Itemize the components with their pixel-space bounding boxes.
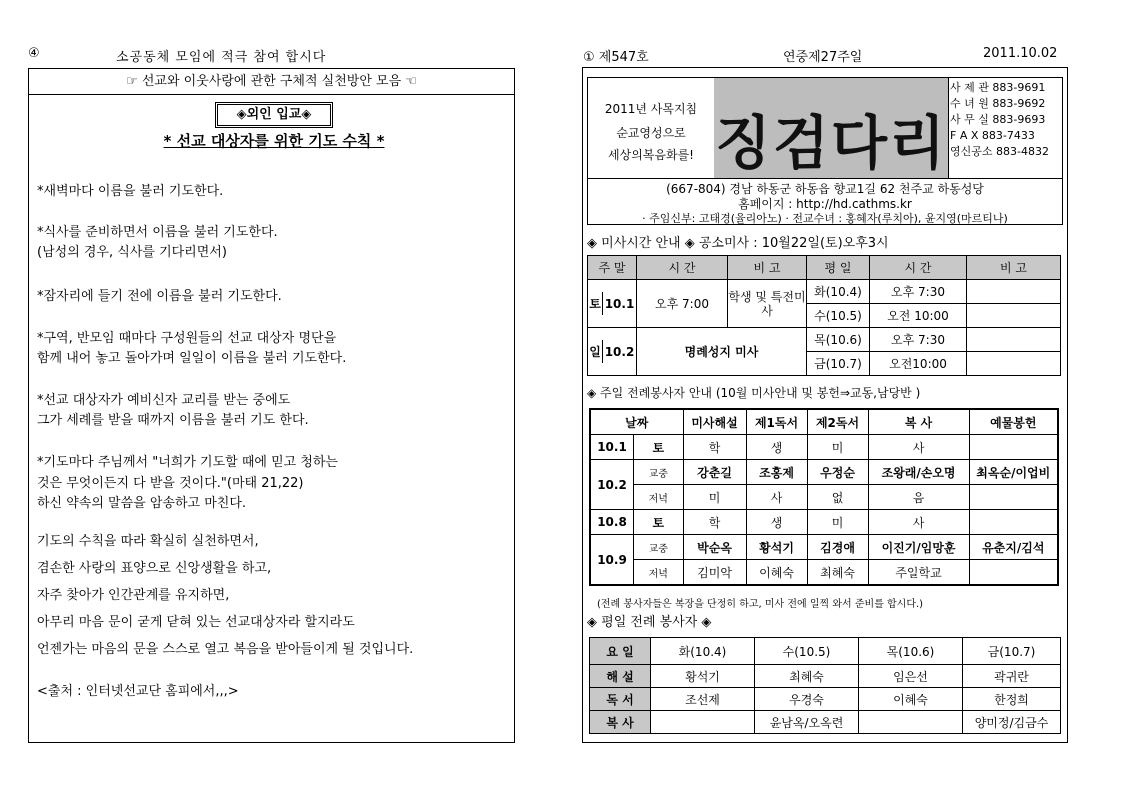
service-cell: 사 — [746, 485, 807, 510]
table-header: 제1독서 — [746, 409, 807, 435]
sun-row-label — [588, 328, 637, 376]
service-cell: 주일학교 — [868, 560, 969, 586]
table-header: 복 사 — [868, 409, 969, 435]
motto-line-1: 순교영성으로 — [616, 126, 686, 140]
weekday-note — [967, 280, 1061, 304]
table-header: 금(10.7) — [963, 638, 1061, 665]
service-cell: 미 — [683, 485, 746, 510]
left-page-header — [28, 44, 516, 66]
closing-line: 기도의 수칙을 따라 확실히 실천하면서, — [37, 534, 259, 549]
sun-day: 일 — [588, 340, 603, 363]
masthead — [587, 77, 1063, 225]
contact-item: 사 제 관 883-9691 — [950, 81, 1046, 94]
service-cell: 학 — [683, 510, 746, 535]
service-cell: 사 — [868, 510, 969, 535]
motto-year: 2011년 사목지침 — [604, 102, 698, 116]
sat-row-label — [588, 280, 637, 328]
service-cell: 이혜숙 — [746, 560, 807, 586]
service-cell: 조홍제 — [746, 460, 807, 485]
weekday-note — [967, 304, 1061, 328]
table-header: 시 간 — [870, 256, 967, 280]
weekday-note — [967, 352, 1061, 376]
contact-item: 수 녀 원 883-9692 — [950, 97, 1046, 110]
table-header: 수(10.5) — [755, 638, 859, 665]
service-cell: 김경애 — [807, 535, 868, 560]
weekday-cell: 양미정/김금수 — [963, 711, 1061, 734]
left-page-number: ④ — [28, 46, 40, 61]
closing-line: 겸손한 사랑의 표양으로 신앙생활을 하고, — [37, 561, 272, 576]
table-row — [590, 560, 1058, 586]
service-section-title: ◈ 주일 전례봉사자 안내 (10월 미사안내 및 봉헌⇒교동,남당반 ) — [587, 386, 921, 400]
service-cell: 생 — [746, 510, 807, 535]
weekday-cell: 우경숙 — [755, 688, 859, 711]
sat-time: 오후 7:00 — [637, 280, 728, 328]
service-date: 10.2 — [590, 460, 634, 510]
left-page-frame — [28, 68, 515, 743]
table-header: 요 일 — [590, 638, 651, 665]
rule-line: 함께 내어 놓고 돌아가며 일일이 이름을 불러 기도한다. — [37, 351, 347, 366]
service-note: (전례 봉사자들은 복장을 단정히 하고, 미사 전에 일찍 와서 준비를 합시다.) — [597, 599, 924, 610]
table-header: 화(10.4) — [651, 638, 755, 665]
table-header: 시 간 — [637, 256, 728, 280]
sat-day: 토 — [588, 292, 603, 315]
service-cell: 조왕래/손오명 — [868, 460, 969, 485]
sunday-servers-table — [589, 408, 1059, 586]
contact-item: 영신공소 883-4832 — [950, 145, 1049, 158]
table-header: 목(10.6) — [859, 638, 963, 665]
table-header: 예물봉헌 — [969, 409, 1058, 435]
sun-date: 10.2 — [604, 344, 635, 359]
service-cell: 이진기/임망훈 — [868, 535, 969, 560]
parish-address: (667-804) 경남 하동군 하동읍 향교1길 62 천주교 하동성당 — [666, 182, 984, 196]
service-mass-label: 교중 — [634, 460, 684, 485]
weekday-section-title: ◈ 평일 전례 봉사자 ◈ — [587, 615, 712, 630]
service-cell — [969, 560, 1058, 586]
table-row — [590, 460, 1058, 485]
rule-line: *잠자리에 들기 전에 이름을 불러 기도한다. — [37, 289, 282, 304]
service-cell — [969, 485, 1058, 510]
rule-line: *식사를 준비하면서 이름을 불러 기도한다. — [37, 225, 278, 240]
closing-line: 자주 찾아가 인간관계를 유지하면, — [37, 588, 230, 603]
weekday-time: 오후 7:30 — [870, 280, 967, 304]
weekday-time: 오후 7:30 — [870, 328, 967, 352]
mass-schedule-table — [587, 255, 1061, 376]
source-line: <출처 : 인터넷선교단 홈피에서,,,> — [37, 684, 239, 699]
newsletter-logo — [714, 78, 949, 178]
rule-line: 것은 무엇이든지 다 받을 것이다."(마태 21,22) — [37, 476, 304, 491]
contact-item: 사 무 실 883-9693 — [950, 113, 1046, 126]
table-row — [590, 665, 1061, 688]
rule-line: (남성의 경우, 식사를 기다리면서) — [37, 245, 227, 260]
weekday-time: 오전 10:00 — [870, 304, 967, 328]
service-date: 10.9 — [590, 535, 634, 586]
service-cell: 미 — [807, 510, 868, 535]
parish-staff: · 주임신부: 고태경(율리아노) · 전교수녀 : 홍혜자(루치아), 윤지영(마르티나) — [642, 212, 1008, 225]
service-date: 10.8 — [590, 510, 634, 535]
conversion-badge: ◈외인 입교◈ — [215, 102, 333, 128]
service-mass-label: 교중 — [634, 535, 684, 560]
table-row — [590, 510, 1058, 535]
service-cell — [969, 435, 1058, 460]
weekday-cell: 곽귀란 — [963, 665, 1061, 688]
table-header: 비 고 — [728, 256, 807, 280]
weekday-cell: 조선제 — [651, 688, 755, 711]
table-row — [590, 711, 1061, 734]
service-cell: 최옥순/이업비 — [969, 460, 1058, 485]
left-page-slogan: 소공동체 모임에 적극 참여 합시다 — [116, 50, 327, 65]
rule-line: *선교 대상자가 예비신자 교리를 받는 중에도 — [37, 393, 291, 408]
rule-line: 하신 약속의 말씀을 암송하고 마친다. — [37, 496, 247, 511]
service-cell: 우정순 — [807, 460, 868, 485]
left-bar-title: ☞ 선교와 이웃사랑에 관한 구체적 실천방안 모음 ☜ — [29, 69, 514, 95]
row-label: 해 설 — [590, 665, 651, 688]
rule-line: *새벽마다 이름을 불러 기도한다. — [37, 184, 224, 199]
weekday-day: 수(10.5) — [807, 304, 870, 328]
liturgical-week: 연중제27주일 — [783, 50, 863, 65]
sun-note: 명례성지 미사 — [637, 328, 807, 376]
logo-text: 징검다리 — [714, 109, 948, 177]
weekday-cell: 임은선 — [859, 665, 963, 688]
rule-line: *기도마다 주님께서 "너희가 기도할 때에 믿고 청하는 — [37, 455, 338, 470]
table-header-row — [588, 256, 1061, 280]
service-cell: 학 — [683, 435, 746, 460]
service-cell: 최혜숙 — [807, 560, 868, 586]
contact-list — [950, 80, 1062, 160]
left-page-content — [29, 94, 514, 744]
motto-line-2: 세상의복음화를! — [608, 148, 694, 162]
table-header: 주 말 — [588, 256, 637, 280]
pastoral-motto — [588, 78, 715, 178]
right-page-header — [583, 44, 1063, 66]
service-cell: 미 — [807, 435, 868, 460]
service-date: 10.1 — [590, 435, 634, 460]
row-label: 독 서 — [590, 688, 651, 711]
service-cell: 없 — [807, 485, 868, 510]
service-cell: 사 — [868, 435, 969, 460]
table-header-row — [590, 409, 1058, 435]
issue-date: 2011.10.02 — [983, 46, 1058, 61]
weekday-servers-table — [589, 637, 1061, 734]
table-row — [588, 328, 1061, 352]
mass-section-title: ◈ 미사시간 안내 ◈ 공소미사 : 10월22일(토)오후3시 — [587, 236, 889, 251]
closing-line: 언젠가는 마음의 문을 스스로 열고 복음을 받아들이게 될 것입니다. — [37, 642, 414, 657]
service-cell: 김미악 — [683, 560, 746, 586]
table-row — [588, 280, 1061, 304]
service-cell: 유춘지/김석 — [969, 535, 1058, 560]
table-header: 미사해설 — [683, 409, 746, 435]
service-cell: 강춘길 — [683, 460, 746, 485]
table-row — [590, 688, 1061, 711]
contact-item: F A X 883-7433 — [950, 129, 1035, 142]
service-day: 토 — [634, 435, 684, 460]
weekday-cell: 황석기 — [651, 665, 755, 688]
weekday-cell: 한정희 — [963, 688, 1061, 711]
right-page-frame — [582, 67, 1068, 743]
weekday-cell: 최혜숙 — [755, 665, 859, 688]
parish-info — [588, 178, 1062, 225]
table-header: 비 고 — [967, 256, 1061, 280]
table-header: 평 일 — [807, 256, 870, 280]
service-cell: 음 — [868, 485, 969, 510]
table-row — [590, 435, 1058, 460]
table-row — [590, 535, 1058, 560]
table-header: 날짜 — [590, 409, 683, 435]
weekday-day: 목(10.6) — [807, 328, 870, 352]
rule-line: 그가 세례를 받을 때까지 이름을 불러 기도 한다. — [37, 413, 309, 428]
parish-homepage[interactable]: 홈페이지 : http://hd.cathms.kr — [738, 197, 912, 211]
table-header: 제2독서 — [807, 409, 868, 435]
table-header-row — [590, 638, 1061, 665]
service-cell: 생 — [746, 435, 807, 460]
weekday-cell — [859, 711, 963, 734]
prayer-rules-title: * 선교 대상자를 위한 기도 수칙 * — [163, 132, 385, 150]
weekday-time: 오전10:00 — [870, 352, 967, 376]
table-row — [590, 485, 1058, 510]
weekday-day: 화(10.4) — [807, 280, 870, 304]
service-mass-label: 저녁 — [634, 560, 684, 586]
weekday-cell: 이혜숙 — [859, 688, 963, 711]
weekday-cell: 윤남옥/오옥련 — [755, 711, 859, 734]
weekday-note — [967, 328, 1061, 352]
issue-number: ① 제547호 — [583, 50, 649, 65]
rule-line: *구역, 반모임 때마다 구성원들의 선교 대상자 명단을 — [37, 331, 337, 346]
service-mass-label: 저녁 — [634, 485, 684, 510]
service-cell: 황석기 — [746, 535, 807, 560]
service-day: 토 — [634, 510, 684, 535]
service-cell: 박순옥 — [683, 535, 746, 560]
row-label: 복 사 — [590, 711, 651, 734]
service-cell — [969, 510, 1058, 535]
sat-date: 10.1 — [604, 296, 635, 311]
sat-note: 학생 및 특전미사 — [728, 280, 807, 328]
weekday-day: 금(10.7) — [807, 352, 870, 376]
weekday-cell — [651, 711, 755, 734]
closing-line: 아무리 마음 문이 굳게 닫혀 있는 선교대상자라 할지라도 — [37, 615, 355, 630]
